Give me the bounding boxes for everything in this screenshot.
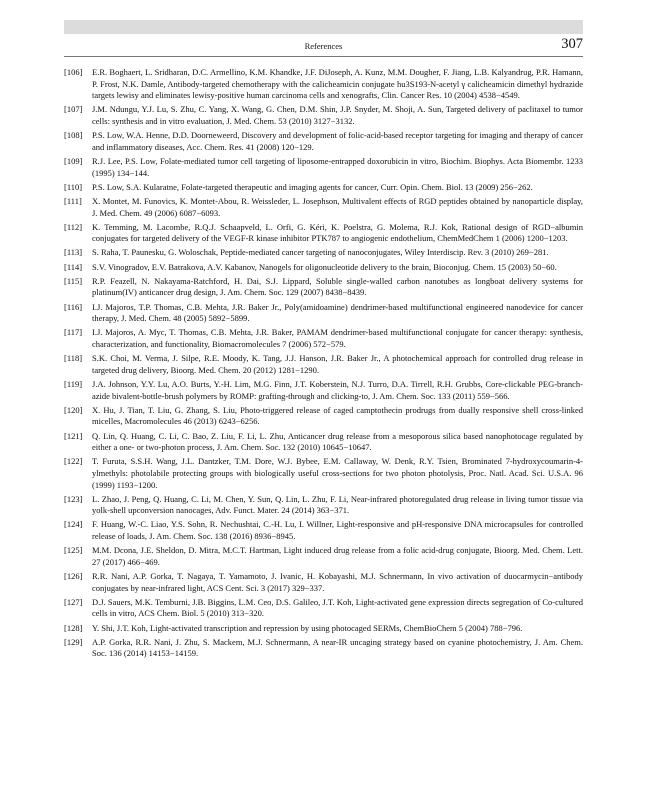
reference-number: [121] <box>64 430 83 441</box>
reference-text: P.S. Low, S.A. Kularatne, Folate-targeted therapeutic and imaging agents for cancer, Curr. Opin. Chem. Biol. 13 (2009) 256−262. <box>92 181 533 192</box>
reference-text: R.R. Nani, A.P. Gorka, T. Nagaya, T. Yamamoto, J. Ivanic, H. Kobayashi, M.J. Schnermann, In vivo activation of duocarmycin−antibody conjugates by near-infrared light, ACS Cent. Sci. 3 (2017) 329−337. <box>92 571 583 593</box>
page-number: 307 <box>561 36 583 52</box>
reference-item <box>64 379 583 402</box>
reference-text: F. Huang, W.-C. Liao, Y.S. Sohn, R. Nechushtai, C.-H. Lu, I. Willner, Light-responsive and pH-responsive DNA microcapsules for controlled release of loads, J. Am. Chem. Soc. 138 (2016) 8936−8945. <box>92 519 583 542</box>
reference-item <box>64 623 583 635</box>
reference-number: [112] <box>64 221 83 232</box>
reference-text: J.M. Ndungu, Y.J. Lu, S. Zhu, C. Yang, X. Wang, G. Chen, D.M. Shin, J.P. Snyder, M. Shoji, A. Sun, Targeted delivery of paclitaxel to tumor cells: synthesis and in vitro evaluation, J. Med. Chem. 53 (2010) 3127−3132. <box>92 104 583 126</box>
reference-text: Y. Shi, J.T. Koh, Light-activated transcription and repression by using photocaged SERMs, ChemBioChem 5 (2004) 788−796. <box>92 622 523 633</box>
reference-number: [126] <box>64 571 83 582</box>
reference-text: R.J. Lee, P.S. Low, Folate-mediated tumor cell targeting of liposome-entrapped doxorubicin in vitro, Biochim. Biophys. Acta Biomembr. 1233 (1995) 134−144. <box>92 155 583 178</box>
reference-number: [125] <box>64 545 83 556</box>
reference-item <box>64 494 583 517</box>
reference-item <box>64 456 583 491</box>
reference-item <box>64 545 583 568</box>
header-gray-bar <box>64 20 583 34</box>
reference-item <box>64 156 583 179</box>
reference-text: I.J. Majoros, A. Myc, T. Thomas, C.B. Mehta, J.R. Baker, PAMAM dendrimer-based multifunctional conjugate for cancer therapy: synthesis, characterization, and functionality, Biomacromolecules 7 (2006) 572−579. <box>92 327 583 349</box>
reference-text: D.J. Sauers, M.K. Temburni, J.B. Biggins, L.M. Ceo, D.S. Galileo, J.T. Koh, Light-activated gene expression directs segregation of Co-cultured cells in vitro, ACS Chem. Biol. 5 (2010) 313−320. <box>92 596 583 619</box>
reference-item <box>64 67 583 102</box>
reference-number: [128] <box>64 622 83 633</box>
reference-item <box>64 130 583 153</box>
reference-item <box>64 276 583 299</box>
reference-number: [117] <box>64 327 83 338</box>
reference-number: [108] <box>64 130 83 141</box>
reference-text: A.P. Gorka, R.R. Nani, J. Zhu, S. Mackem, M.J. Schnermann, A near-IR uncaging strategy based on cyanine photochemistry, J. Am. Chem. Soc. 136 (2014) 14153−14159. <box>92 636 583 659</box>
reference-item <box>64 519 583 542</box>
reference-number: [122] <box>64 456 83 467</box>
reference-item <box>64 262 583 274</box>
reference-text: R.P. Feazell, N. Nakayama-Ratchford, H. Dai, S.J. Lippard, Soluble single-walled carbon nanotubes as longboat delivery systems for platinum(IV) anticancer drug design, J. Am. Chem. Soc. 129 (2007) 8438−8439. <box>92 275 583 298</box>
reference-text: M.M. Dcona, J.E. Sheldon, D. Mitra, M.C.T. Hartman, Light induced drug release from a folic acid-drug conjugate, Bioorg. Med. Chem. Lett. 27 (2017) 466−469. <box>92 545 583 567</box>
reference-text: X. Hu, J. Tian, T. Liu, G. Zhang, S. Liu, Photo-triggered release of caged camptothecin prodrugs from dually responsive shell cross-linked micelles, Macromolecules 46 (2013) 6243−6256. <box>92 404 583 427</box>
reference-item <box>64 247 583 259</box>
reference-item <box>64 182 583 194</box>
reference-number: [120] <box>64 404 83 415</box>
reference-number: [114] <box>64 261 83 272</box>
reference-text: S. Raha, T. Paunesku, G. Woloschak, Peptide-mediated cancer targeting of nanoconjugates, Wiley Interdiscip. Rev. 3 (2010) 269−281. <box>92 247 549 258</box>
reference-text: I.J. Majoros, T.P. Thomas, C.B. Mehta, J.R. Baker Jr., Poly(amidoamine) dendrimer-based multifunctional engineered nanodevice for cancer therapy, J. Med. Chem. 48 (2005) 5892−5899. <box>92 301 583 324</box>
reference-text: J.A. Johnson, Y.Y. Lu, A.O. Burts, Y.-H. Lim, M.G. Finn, J.T. Koberstein, N.J. Turro, D.A. Tirrell, R.H. Grubbs, Core-clickable PEG-branch-azide bivalent-bottle-brush polymers by ROMP: grafting-through and clicking-to, J. Am. Chem. Soc. 133 (2011) 559−566. <box>92 378 583 401</box>
reference-item <box>64 104 583 127</box>
reference-list <box>64 67 583 663</box>
reference-number: [116] <box>64 301 83 312</box>
reference-item <box>64 571 583 594</box>
reference-text: X. Montet, M. Funovics, K. Montet-Abou, R. Weissleder, L. Josephson, Multivalent effects of RGD peptides obtained by nanoparticle display, J. Med. Chem. 49 (2006) 6087−6093. <box>92 195 583 218</box>
reference-number: [106] <box>64 67 83 77</box>
reference-text: E.R. Boghaert, L. Sridharan, D.C. Armellino, K.M. Khandke, J.F. DiJoseph, A. Kunz, M.M. Dougher, F. Jiang, L.B. Kalyandrug, P.R. Hamann, P. Frost, N.K. Damle, Antibody-targeted chemotherapy with the calicheamicin conjugate hu3S193-N-acetyl γ calicheamicin dimethyl hydrazide targets lewisy and eliminates lewisy-positive human carcinoma cells and xenografts, Clin. Cancer Res. 10 (2004) 4538−4549. <box>92 67 583 101</box>
reference-number: [127] <box>64 596 83 607</box>
reference-item <box>64 353 583 376</box>
reference-number: [107] <box>64 104 83 115</box>
reference-number: [129] <box>64 636 83 647</box>
reference-number: [124] <box>64 519 83 530</box>
reference-text: K. Temming, M. Lacombe, R.Q.J. Schaapveld, L. Orfi, G. Kéri, K. Poelstra, G. Molema, R.J. Kok, Rational design of RGD−albumin conjugates for targeted delivery of the VEGF-R kinase inhibitor PTK787 to angiogenic endothelium, ChemMedChem 1 (2006) 1200−1203. <box>92 221 583 244</box>
reference-text: P.S. Low, W.A. Henne, D.D. Doorneweerd, Discovery and development of folic-acid-based receptor targeting for imaging and therapy of cancer and inflammatory diseases, Acc. Chem. Res. 41 (2008) 120−129. <box>92 130 583 152</box>
reference-item <box>64 637 583 660</box>
reference-text: Q. Lin, Q. Huang, C. Li, C. Bao, Z. Liu, F. Li, L. Zhu, Anticancer drug release from a mesoporous silica based nanophotocage regulated by either a one- or two-photon process, J. Am. Chem. Soc. 132 (2010) 10645−10647. <box>92 430 583 453</box>
reference-text: L. Zhao, J. Peng, Q. Huang, C. Li, M. Chen, Y. Sun, Q. Lin, L. Zhu, F. Li, Near-infrared photoregulated drug release in living tumor tissue via yolk-shell upconversion nanocages, Adv. Funct. Mater. 24 (2014) 363−371. <box>92 493 583 516</box>
reference-item <box>64 302 583 325</box>
reference-text: S.V. Vinogradov, E.V. Batrakova, A.V. Kabanov, Nanogels for oligonucleotide delivery to the brain, Bioconjug. Chem. 15 (2003) 50−60. <box>92 261 557 272</box>
reference-text: S.K. Choi, M. Verma, J. Silpe, R.E. Moody, K. Tang, J.J. Hanson, J.R. Baker Jr., A photochemical approach for controlled drug release in targeted drug delivery, Bioorg. Med. Chem. 20 (2012) 1281−1290. <box>92 353 583 375</box>
reference-number: [119] <box>64 378 83 389</box>
reference-item <box>64 597 583 620</box>
reference-item <box>64 196 583 219</box>
reference-number: [113] <box>64 247 83 258</box>
reference-number: [118] <box>64 353 83 364</box>
reference-item <box>64 222 583 245</box>
reference-number: [109] <box>64 155 83 166</box>
reference-number: [123] <box>64 493 83 504</box>
reference-number: [111] <box>64 195 82 206</box>
reference-item <box>64 405 583 428</box>
reference-item <box>64 327 583 350</box>
reference-number: [115] <box>64 275 83 286</box>
running-header <box>64 34 583 57</box>
reference-item <box>64 431 583 454</box>
reference-text: T. Furuta, S.S.H. Wang, J.L. Dantzker, T.M. Dore, W.J. Bybee, E.M. Callaway, W. Denk, R.Y. Tsien, Brominated 7-hydroxycoumarin-4-ylmethyls: photolabile protecting groups with biologically useful cross-sections for two photon photolysis, Proc. Natl. Acad. Sci. U.S.A. 96 (1999) 1193−1200. <box>92 456 583 490</box>
reference-number: [110] <box>64 181 83 192</box>
running-title: References <box>304 41 343 51</box>
